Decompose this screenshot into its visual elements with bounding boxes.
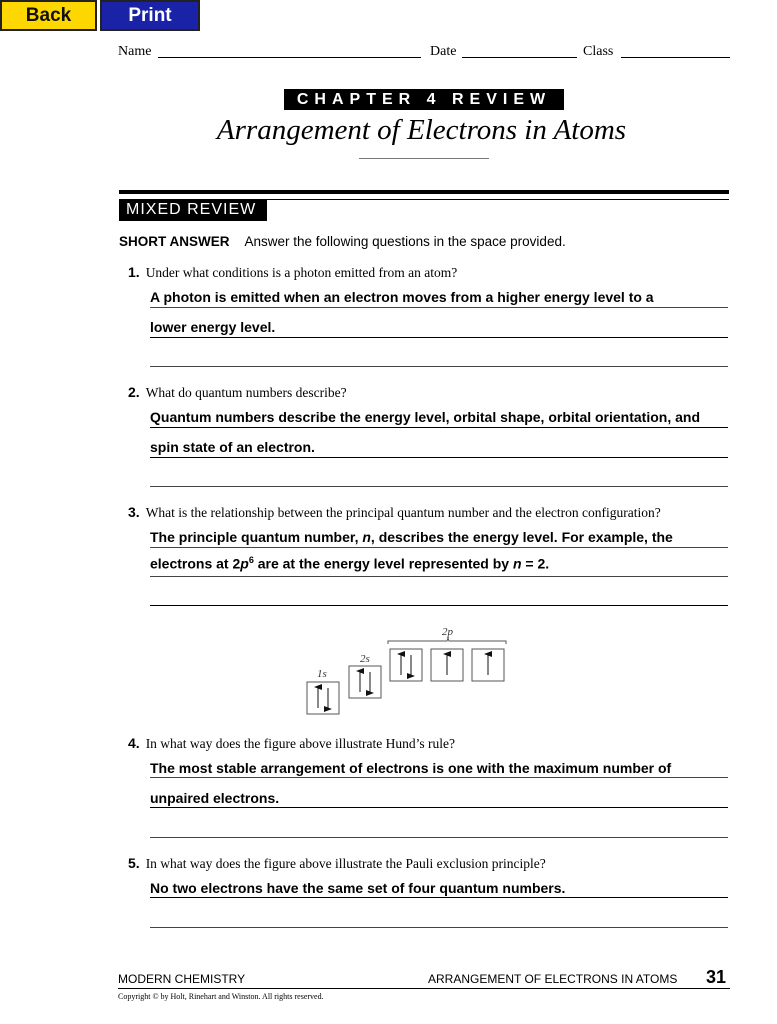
answer-line — [150, 576, 728, 577]
answer-3-line-2: electrons at $2p^6$ are at the energy level represented by n = 2. — [150, 555, 550, 572]
footer-book-title: MODERN CHEMISTRY — [118, 972, 246, 986]
question-1: 1. Under what conditions is a photon emitted from an atom? — [128, 264, 458, 280]
orbital-box-2s — [349, 666, 381, 698]
answer-line — [150, 897, 728, 898]
answer-1-line-1: A photon is emitted when an electron moves from a higher energy level to a — [150, 289, 654, 305]
footer-chapter-title: ARRANGEMENT OF ELECTRONS IN ATOMS — [428, 972, 678, 986]
blank-answer-line[interactable] — [150, 605, 728, 606]
question-2: 2. What do quantum numbers describe? — [128, 384, 347, 400]
blank-answer-line[interactable] — [150, 837, 728, 838]
section-divider — [119, 190, 729, 194]
class-field[interactable] — [621, 57, 730, 58]
orbital-box-1s — [307, 682, 339, 714]
date-field[interactable] — [462, 57, 577, 58]
instructions-text: Answer the following questions in the space provided. — [244, 234, 566, 249]
page-title: Arrangement of Electrons in Atoms — [216, 114, 627, 146]
blank-answer-line[interactable] — [150, 486, 728, 487]
orbital-diagram — [295, 620, 520, 720]
answer-5-line-1: No two electrons have the same set of four quantum numbers. — [150, 880, 566, 896]
answer-1-line-2: lower energy level. — [150, 319, 276, 335]
orbital-bracket-2p — [388, 638, 506, 644]
class-label: Class — [583, 44, 614, 59]
orbital-label-2p: 2p — [442, 626, 453, 638]
question-5: 5. In what way does the figure above illustrate the Pauli exclusion principle? — [128, 855, 546, 871]
answer-line — [150, 427, 728, 428]
blank-answer-line[interactable] — [150, 927, 728, 928]
question-3: 3. What is the relationship between the principal quantum number and the electron configuration? — [128, 504, 661, 520]
page-number: 31 — [706, 967, 727, 987]
blank-answer-line[interactable] — [150, 366, 728, 367]
answer-line — [150, 777, 728, 778]
back-button[interactable]: Back — [0, 0, 97, 31]
name-field[interactable] — [158, 57, 421, 58]
date-label: Date — [430, 44, 457, 59]
answer-line — [150, 457, 728, 458]
print-button[interactable]: Print — [100, 0, 200, 31]
name-label: Name — [118, 44, 152, 59]
answer-4-line-2: unpaired electrons. — [150, 790, 280, 806]
question-4: 4. In what way does the figure above illustrate Hund’s rule? — [128, 735, 455, 751]
chapter-label: CHAPTER 4 REVIEW — [284, 89, 564, 110]
answer-line — [150, 547, 728, 548]
answer-line — [150, 807, 728, 808]
orbital-box-2p-1 — [390, 649, 422, 681]
answer-line — [150, 337, 728, 338]
answer-line — [150, 307, 728, 308]
answer-3-line-1: The principle quantum number, n, describes the energy level. For example, the — [150, 529, 673, 545]
instructions-type: SHORT ANSWER — [119, 234, 230, 249]
section-label: MIXED REVIEW — [119, 199, 267, 221]
orbital-label-1s: 1s — [317, 668, 327, 680]
answer-2-line-2: spin state of an electron. — [150, 439, 315, 455]
orbital-label-2s: 2s — [360, 653, 370, 665]
footer-divider — [118, 988, 730, 989]
student-info-header — [118, 44, 730, 60]
answer-4-line-1: The most stable arrangement of electrons is one with the maximum number of — [150, 760, 672, 776]
answer-2-line-1: Quantum numbers describe the energy level, orbital shape, orbital orientation, and — [150, 409, 701, 425]
copyright: Copyright © by Holt, Rinehart and Winston. All rights reserved. — [118, 992, 324, 1001]
instructions — [119, 234, 566, 249]
title-divider — [359, 158, 489, 159]
